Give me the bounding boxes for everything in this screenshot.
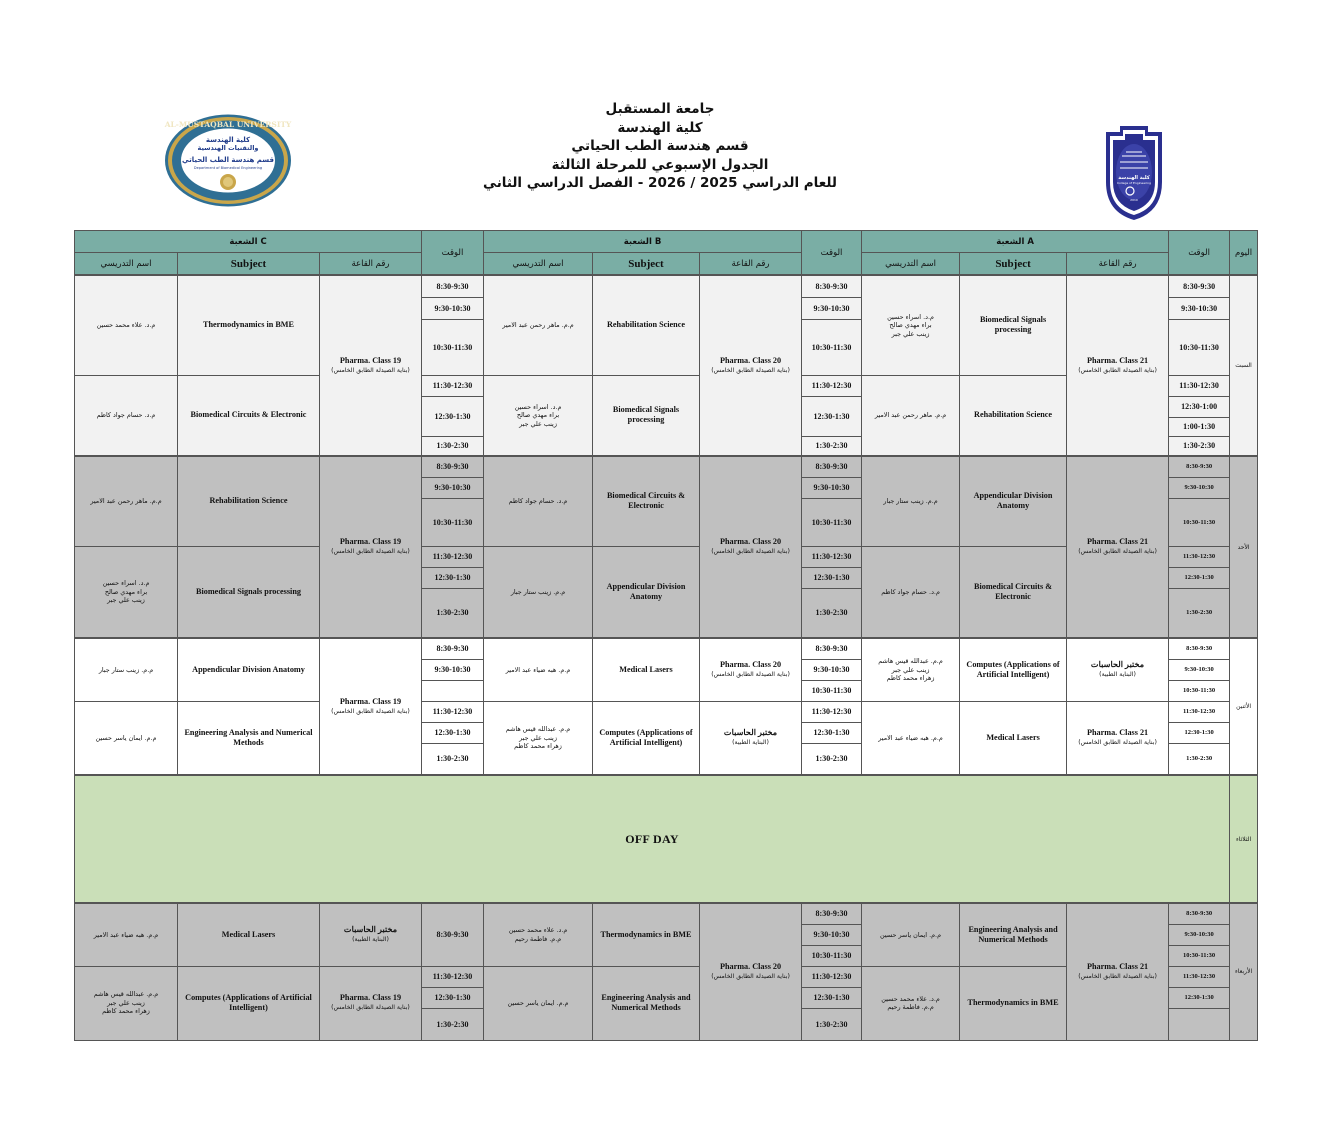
svg-text:والتقنيات الهندسية: والتقنيات الهندسية bbox=[197, 144, 259, 152]
sun-b2-subject: Appendicular Division Anatomy bbox=[593, 546, 700, 638]
sun-c2-teacher: م.د. اسراء حسين براء مهدي صالح زينب علي جبر bbox=[75, 546, 178, 638]
sun-c-time: 8:30-9:30 bbox=[422, 456, 484, 477]
sun-a-time: 9:30-10:30 bbox=[1169, 477, 1230, 498]
mon-c1-teacher: م.م. زينب ستار جبار bbox=[75, 638, 178, 701]
svg-text:Department of Biomedical Engin: Department of Biomedical Engineering bbox=[193, 166, 263, 170]
sat-a-room: Pharma. Class 21 (بناية الصيدلة الطابق الخامس) bbox=[1067, 275, 1169, 456]
day-header: اليوم bbox=[1230, 231, 1258, 276]
mon-c-time: 9:30-10:30 bbox=[422, 659, 484, 680]
document-title-block bbox=[460, 100, 860, 193]
day-saturday: السبت bbox=[1230, 275, 1258, 456]
weekly-schedule bbox=[74, 230, 1257, 1058]
mon-b2-room: مختبر الحاسبات (البناية الطبية) bbox=[700, 701, 802, 775]
sun-a-room: Pharma. Class 21 (بناية الصيدلة الطابق الخامس) bbox=[1067, 456, 1169, 638]
section-b-header: الشعبة B bbox=[484, 231, 802, 253]
wed-c-time: 8:30-9:30 bbox=[422, 903, 484, 966]
mon-b-time: 1:30-2:30 bbox=[802, 743, 862, 775]
sun-c-room: Pharma. Class 19 (بناية الصيدلة الطابق الخامس) bbox=[320, 456, 422, 638]
mon-a2-teacher: م.م. هبه ضياء عبد الامير bbox=[862, 701, 960, 775]
sat-c-time: 10:30-11:30 bbox=[422, 319, 484, 375]
wed-a-room: Pharma. Class 21 (بناية الصيدلة الطابق الخامس) bbox=[1067, 903, 1169, 1040]
saturday-row bbox=[75, 275, 1258, 297]
wed-c1-subject: Medical Lasers bbox=[178, 903, 320, 966]
document-header bbox=[0, 0, 1320, 230]
mon-c2-teacher: م.م. ايمان ياسر حسين bbox=[75, 701, 178, 775]
wed-a-time: 9:30-10:30 bbox=[1169, 924, 1230, 945]
sat-c-time: 11:30-12:30 bbox=[422, 375, 484, 396]
wed-a-time: 10:30-11:30 bbox=[1169, 945, 1230, 966]
mon-b-time: 10:30-11:30 bbox=[802, 680, 862, 701]
day-wednesday: الأربعاء bbox=[1230, 903, 1258, 1040]
time-header-c: الوقت bbox=[422, 231, 484, 276]
mon-a-time: 10:30-11:30 bbox=[1169, 680, 1230, 701]
sat-b-time: 8:30-9:30 bbox=[802, 275, 862, 297]
sat-b-time: 11:30-12:30 bbox=[802, 375, 862, 396]
wed-c-time: 11:30-12:30 bbox=[422, 966, 484, 987]
sun-c-time: 1:30-2:30 bbox=[422, 588, 484, 638]
sat-a-time: 10:30-11:30 bbox=[1169, 319, 1230, 375]
section-c-header: الشعبة C bbox=[75, 231, 422, 253]
sun-b-time: 11:30-12:30 bbox=[802, 546, 862, 567]
sat-c-time: 12:30-1:30 bbox=[422, 396, 484, 436]
mon-c-room: Pharma. Class 19 (بناية الصيدلة الطابق الخامس) bbox=[320, 638, 422, 775]
sat-c-time: 9:30-10:30 bbox=[422, 297, 484, 319]
wed-a2-subject: Thermodynamics in BME bbox=[960, 966, 1067, 1040]
mon-c2-subject: Engineering Analysis and Numerical Methods bbox=[178, 701, 320, 775]
svg-text:كلية الهندسة: كلية الهندسة bbox=[1118, 175, 1150, 181]
mon-b1-room: Pharma. Class 20 (بناية الصيدلة الطابق الخامس) bbox=[700, 638, 802, 701]
schedule-title: الجدول الإسبوعي للمرحلة الثالثة bbox=[551, 156, 769, 173]
room-header-a: رقم القاعة bbox=[1067, 253, 1169, 276]
wed-b-time: 8:30-9:30 bbox=[802, 903, 862, 924]
svg-text:كلية الهندسة: كلية الهندسة bbox=[205, 136, 251, 144]
mon-a-time: 1:30-2:30 bbox=[1169, 743, 1230, 775]
sun-c-time: 9:30-10:30 bbox=[422, 477, 484, 498]
wed-a-time: 11:30-12:30 bbox=[1169, 966, 1230, 987]
wed-b1-subject: Thermodynamics in BME bbox=[593, 903, 700, 966]
sat-b-time: 1:30-2:30 bbox=[802, 436, 862, 456]
tuesday-row bbox=[75, 775, 1258, 903]
sat-b1-teacher: م.م. ماهر رحمن عبد الامير bbox=[484, 275, 593, 375]
sun-a1-subject: Appendicular Division Anatomy bbox=[960, 456, 1067, 546]
wed-a1-teacher: م.م. ايمان ياسر حسين bbox=[862, 903, 960, 966]
college-name: كلية الهندسة bbox=[617, 119, 703, 136]
sat-c-time: 8:30-9:30 bbox=[422, 275, 484, 297]
schedule-table bbox=[74, 230, 1258, 1041]
sat-c1-subject: Thermodynamics in BME bbox=[178, 275, 320, 375]
time-header-b: الوقت bbox=[802, 231, 862, 276]
sun-c-time: 10:30-11:30 bbox=[422, 498, 484, 546]
mon-c-time: 8:30-9:30 bbox=[422, 638, 484, 659]
time-header-a: الوقت bbox=[1169, 231, 1230, 276]
mon-b1-teacher: م.م. هبه ضياء عبد الامير bbox=[484, 638, 593, 701]
sat-a-time: 12:30-1:00 bbox=[1169, 396, 1230, 417]
sat-a-time: 1:30-2:30 bbox=[1169, 436, 1230, 456]
wed-b2-teacher: م.م. ايمان ياسر حسين bbox=[484, 966, 593, 1040]
mon-b1-subject: Medical Lasers bbox=[593, 638, 700, 701]
mon-c-time: 11:30-12:30 bbox=[422, 701, 484, 722]
wed-a-time: 12:30-1:30 bbox=[1169, 987, 1230, 1008]
wed-b1-teacher: م.د. علاء محمد حسين م.م. فاطمة رحيم bbox=[484, 903, 593, 966]
sun-a-time: 12:30-1:30 bbox=[1169, 567, 1230, 588]
mon-a-time: 8:30-9:30 bbox=[1169, 638, 1230, 659]
mon-a1-teacher: م.م. عبدالله قيس هاشم زينب علي جبر زهراء محمد كاظم bbox=[862, 638, 960, 701]
sun-a1-teacher: م.م. زينب ستار جبار bbox=[862, 456, 960, 546]
sun-c1-subject: Rehabilitation Science bbox=[178, 456, 320, 546]
sat-c-room: Pharma. Class 19 (بناية الصيدلة الطابق الخامس) bbox=[320, 275, 422, 456]
sat-b2-subject: Biomedical Signals processing bbox=[593, 375, 700, 456]
wed-c2-subject: Computes (Applications of Artificial Intelligent) bbox=[178, 966, 320, 1040]
sat-b-time: 9:30-10:30 bbox=[802, 297, 862, 319]
sun-c-time: 12:30-1:30 bbox=[422, 567, 484, 588]
mon-a-time: 12:30-1:30 bbox=[1169, 722, 1230, 743]
sunday-row bbox=[75, 456, 1258, 477]
sat-b-time: 10:30-11:30 bbox=[802, 319, 862, 375]
sat-c2-teacher: م.د. حسام جواد كاظم bbox=[75, 375, 178, 456]
day-sunday: الأحد bbox=[1230, 456, 1258, 638]
sun-b1-subject: Biomedical Circuits & Electronic bbox=[593, 456, 700, 546]
wed-a2-teacher: م.د. علاء محمد حسين م.م. فاطمة رحيم bbox=[862, 966, 960, 1040]
svg-text:2010: 2010 bbox=[1130, 198, 1138, 202]
wed-c2-teacher: م.م. عبدالله قيس هاشم زينب علي جبر زهراء محمد كاظم bbox=[75, 966, 178, 1040]
university-name: جامعة المستقبل bbox=[605, 101, 715, 117]
sat-b1-subject: Rehabilitation Science bbox=[593, 275, 700, 375]
sun-b2-teacher: م.م. زينب ستار جبار bbox=[484, 546, 593, 638]
wed-c1-room: مختبر الحاسبات (البناية الطبية) bbox=[320, 903, 422, 966]
wed-b-time: 11:30-12:30 bbox=[802, 966, 862, 987]
sun-a-time: 10:30-11:30 bbox=[1169, 498, 1230, 546]
wed-b-time: 9:30-10:30 bbox=[802, 924, 862, 945]
sun-b-room: Pharma. Class 20 (بناية الصيدلة الطابق الخامس) bbox=[700, 456, 802, 638]
college-logo bbox=[1098, 122, 1170, 222]
sat-a2-teacher: م.م. ماهر رحمن عبد الامير bbox=[862, 375, 960, 456]
subject-header-c: Subject bbox=[178, 253, 320, 276]
sun-a-time: 8:30-9:30 bbox=[1169, 456, 1230, 477]
mon-c-time: 1:30-2:30 bbox=[422, 743, 484, 775]
column-header-row bbox=[75, 253, 1258, 276]
mon-b-time: 12:30-1:30 bbox=[802, 722, 862, 743]
sat-a-time: 9:30-10:30 bbox=[1169, 297, 1230, 319]
room-header-c: رقم القاعة bbox=[320, 253, 422, 276]
sat-a1-subject: Biomedical Signals processing bbox=[960, 275, 1067, 375]
mon-b2-subject: Computes (Applications of Artificial Intelligent) bbox=[593, 701, 700, 775]
mon-a1-room: مختبر الحاسبات (البناية الطبية) bbox=[1067, 638, 1169, 701]
mon-a-time: 9:30-10:30 bbox=[1169, 659, 1230, 680]
svg-text:College of Engineering: College of Engineering bbox=[1117, 181, 1151, 185]
wednesday-row bbox=[75, 903, 1258, 924]
wed-a1-subject: Engineering Analysis and Numerical Methods bbox=[960, 903, 1067, 966]
day-tuesday: الثلاثاء bbox=[1230, 775, 1258, 903]
sun-c2-subject: Biomedical Signals processing bbox=[178, 546, 320, 638]
wed-b-room: Pharma. Class 20 (بناية الصيدلة الطابق الخامس) bbox=[700, 903, 802, 1040]
teacher-header-c: اسم التدريسي bbox=[75, 253, 178, 276]
sun-b-time: 9:30-10:30 bbox=[802, 477, 862, 498]
mon-a-time: 11:30-12:30 bbox=[1169, 701, 1230, 722]
sun-c1-teacher: م.م. ماهر رحمن عبد الامير bbox=[75, 456, 178, 546]
academic-year: للعام الدراسي 2025 / 2026 - الفصل الدراسي الثاني bbox=[483, 175, 837, 191]
off-day-label: OFF DAY bbox=[75, 775, 1230, 903]
mon-b2-teacher: م.م. عبدالله قيس هاشم زينب علي جبر زهراء محمد كاظم bbox=[484, 701, 593, 775]
mon-c-time bbox=[422, 680, 484, 701]
wed-b2-subject: Engineering Analysis and Numerical Methods bbox=[593, 966, 700, 1040]
teacher-header-b: اسم التدريسي bbox=[484, 253, 593, 276]
sun-a-time: 11:30-12:30 bbox=[1169, 546, 1230, 567]
wed-c2-room: Pharma. Class 19 (بناية الصيدلة الطابق الخامس) bbox=[320, 966, 422, 1040]
wed-b-time: 1:30-2:30 bbox=[802, 1008, 862, 1040]
sun-b-time: 1:30-2:30 bbox=[802, 588, 862, 638]
section-header-row bbox=[75, 231, 1258, 253]
sat-b-room: Pharma. Class 20 (بناية الصيدلة الطابق الخامس) bbox=[700, 275, 802, 456]
svg-text:AL-MUSTAQBAL UNIVERSITY: AL-MUSTAQBAL UNIVERSITY bbox=[164, 120, 292, 129]
mon-a1-subject: Computes (Applications of Artificial Intelligent) bbox=[960, 638, 1067, 701]
teacher-header-a: اسم التدريسي bbox=[862, 253, 960, 276]
sun-b-time: 12:30-1:30 bbox=[802, 567, 862, 588]
sat-c-time: 1:30-2:30 bbox=[422, 436, 484, 456]
mon-c1-subject: Appendicular Division Anatomy bbox=[178, 638, 320, 701]
department-logo bbox=[163, 113, 293, 208]
sun-a2-subject: Biomedical Circuits & Electronic bbox=[960, 546, 1067, 638]
sat-a1-teacher: م.د. اسراء حسين براء مهدي صالح زينب علي جبر bbox=[862, 275, 960, 375]
mon-b-time: 9:30-10:30 bbox=[802, 659, 862, 680]
wed-a-time bbox=[1169, 1008, 1230, 1040]
sat-c1-teacher: م.د. علاء محمد حسين bbox=[75, 275, 178, 375]
mon-a2-subject: Medical Lasers bbox=[960, 701, 1067, 775]
monday-row bbox=[75, 638, 1258, 659]
sun-b-time: 10:30-11:30 bbox=[802, 498, 862, 546]
sun-c-time: 11:30-12:30 bbox=[422, 546, 484, 567]
sat-c2-subject: Biomedical Circuits & Electronic bbox=[178, 375, 320, 456]
section-a-header: الشعبة A bbox=[862, 231, 1169, 253]
room-header-b: رقم القاعة bbox=[700, 253, 802, 276]
day-monday: الأثنين bbox=[1230, 638, 1258, 775]
mon-c-time: 12:30-1:30 bbox=[422, 722, 484, 743]
sun-b1-teacher: م.د. حسام جواد كاظم bbox=[484, 456, 593, 546]
subject-header-b: Subject bbox=[593, 253, 700, 276]
sat-b-time: 12:30-1:30 bbox=[802, 396, 862, 436]
svg-text:قسم هندسة الطب الحياتي: قسم هندسة الطب الحياتي bbox=[182, 156, 274, 164]
sun-b-time: 8:30-9:30 bbox=[802, 456, 862, 477]
wed-c-time: 1:30-2:30 bbox=[422, 1008, 484, 1040]
wed-c-time: 12:30-1:30 bbox=[422, 987, 484, 1008]
sat-a-time: 8:30-9:30 bbox=[1169, 275, 1230, 297]
sat-a-time: 11:30-12:30 bbox=[1169, 375, 1230, 396]
sat-b2-teacher: م.د. اسراء حسين براء مهدي صالح زينب علي جبر bbox=[484, 375, 593, 456]
wed-b-time: 12:30-1:30 bbox=[802, 987, 862, 1008]
wed-a-time: 8:30-9:30 bbox=[1169, 903, 1230, 924]
sat-a-time: 1:00-1:30 bbox=[1169, 417, 1230, 436]
department-name: قسم هندسة الطب الحياتي bbox=[571, 138, 749, 154]
mon-b-time: 11:30-12:30 bbox=[802, 701, 862, 722]
sun-a2-teacher: م.د. حسام جواد كاظم bbox=[862, 546, 960, 638]
sun-a-time: 1:30-2:30 bbox=[1169, 588, 1230, 638]
mon-b-time: 8:30-9:30 bbox=[802, 638, 862, 659]
sat-a2-subject: Rehabilitation Science bbox=[960, 375, 1067, 456]
mon-a2-room: Pharma. Class 21 (بناية الصيدلة الطابق الخامس) bbox=[1067, 701, 1169, 775]
wed-c1-teacher: م.م. هبه ضياء عبد الامير bbox=[75, 903, 178, 966]
subject-header-a: Subject bbox=[960, 253, 1067, 276]
wed-b-time: 10:30-11:30 bbox=[802, 945, 862, 966]
